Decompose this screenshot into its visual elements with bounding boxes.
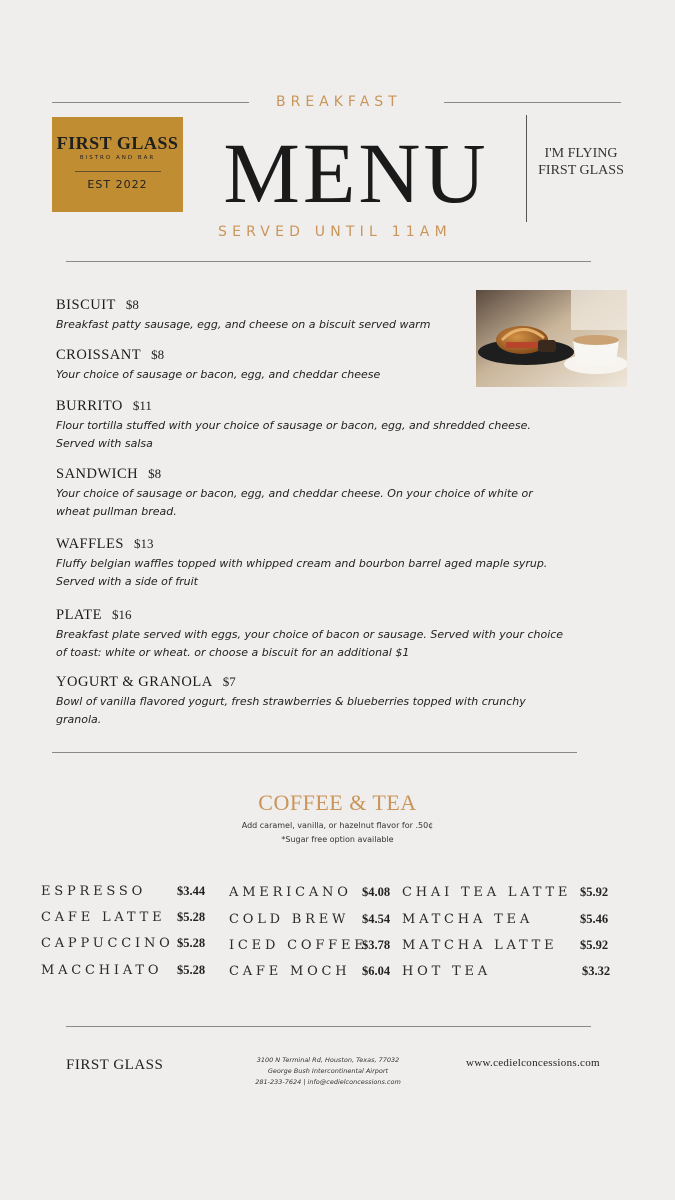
slogan: I'M FLYING FIRST GLASS: [538, 146, 624, 178]
footer-address: [232, 1055, 424, 1088]
item-name: SANDWICH: [56, 466, 139, 482]
drink-price: $5.28: [177, 936, 206, 950]
item-name: CROISSANT: [56, 347, 142, 363]
drink-price: $5.28: [177, 910, 206, 924]
drink-name: CHAI TEA LATTE: [402, 885, 572, 900]
drink-name: CAFE LATTE: [41, 910, 166, 925]
drink-name: MATCHA LATTE: [402, 938, 558, 953]
item-price: $8: [151, 347, 165, 362]
menu-title: MENU: [223, 125, 489, 221]
item-description: Breakfast plate served with eggs, your choice of bacon or sausage. Served with your choice of toast: white or wheat. or choose a biscuit for an additional $1: [56, 628, 564, 659]
item-price: $11: [132, 398, 152, 413]
menu-item-yogurt-granola: [56, 671, 566, 729]
coffee-bottom-rule: [66, 1026, 591, 1027]
coffee-note-flavors: Add caramel, vanilla, or hazelnut flavor for .50¢: [241, 821, 434, 830]
drink-name: HOT TEA: [402, 964, 491, 979]
drink-price: $5.92: [580, 885, 609, 899]
drink-price: $3.44: [177, 884, 206, 898]
drink-price: $3.78: [362, 938, 391, 952]
drink-price: $4.54: [362, 912, 391, 926]
header-bottom-rule: [66, 261, 591, 262]
menu-item-sandwich: [56, 463, 566, 521]
address-line: 3100 N Terminal Rd, Houston, Texas, 77032: [256, 1056, 400, 1064]
item-description: Your choice of sausage or bacon, egg, and cheddar cheese. On your choice of white or wheat pullman bread.: [56, 487, 533, 518]
item-name: BURRITO: [56, 398, 123, 414]
menu-item-burrito: [56, 395, 566, 453]
drink-name: MACCHIATO: [41, 963, 163, 978]
item-price: $8: [125, 297, 139, 312]
drink-price: $3.32: [582, 964, 611, 978]
item-description: Your choice of sausage or bacon, egg, and cheddar cheese: [56, 368, 381, 381]
item-name: BISCUIT: [56, 297, 116, 313]
drink-name: ICED COFFEE: [229, 938, 368, 953]
breakfast-photo: [476, 290, 627, 387]
footer-brand: FIRST GLASS: [66, 1057, 164, 1073]
logo-name: FIRST GLASS: [56, 133, 179, 153]
breakfast-kicker: BREAKFAST: [276, 94, 402, 110]
item-description: Flour tortilla stuffed with your choice of sausage or bacon, egg, and shredded cheese. Served with salsa: [56, 419, 531, 450]
item-price: $16: [112, 607, 132, 622]
coffee-tea-title: COFFEE & TEA: [258, 790, 417, 815]
drink-name: COLD BREW: [229, 912, 350, 927]
logo-est: EST 2022: [87, 178, 148, 191]
breakfast-bottom-rule: [52, 752, 577, 753]
drink-name: AMERICANO: [229, 885, 352, 900]
logo-divider: [75, 171, 161, 172]
drink-price: $5.92: [580, 938, 609, 952]
item-price: $13: [133, 536, 154, 551]
drink-price: $4.08: [362, 885, 391, 899]
item-name: YOGURT & GRANOLA: [56, 674, 213, 690]
item-name: WAFFLES: [56, 536, 124, 552]
item-name: PLATE: [56, 607, 102, 623]
header-rule-right: [444, 102, 621, 103]
served-until: SERVED UNTIL 11AM: [218, 224, 452, 240]
drink-name: ESPRESSO: [41, 884, 147, 899]
drink-price: $5.28: [177, 963, 206, 977]
drink-price: $5.46: [580, 912, 609, 926]
contact-line: 281-233-7624 | info@cedielconcessions.com: [255, 1078, 401, 1086]
item-description: Breakfast patty sausage, egg, and cheese on a biscuit served warm: [56, 318, 431, 331]
drink-name: MATCHA TEA: [402, 912, 534, 927]
menu-item-waffles: [56, 533, 566, 591]
website-link[interactable]: www.cedielconcessions.com: [466, 1057, 600, 1069]
drink-name: CAPPUCCINO: [41, 936, 174, 951]
item-price: $7: [222, 674, 236, 689]
item-description: Bowl of vanilla flavored yogurt, fresh strawberries & blueberries topped with crunchy granola.: [56, 695, 526, 726]
header-divider: [526, 115, 527, 222]
drink-price: $6.04: [362, 964, 391, 978]
header-rule-left: [52, 102, 249, 103]
first-glass-logo: [52, 117, 183, 212]
item-price: $8: [148, 466, 162, 481]
menu-item-plate: [56, 604, 566, 662]
logo-tagline: BISTRO AND BAR: [79, 155, 156, 161]
address-airport: George Bush Intercontinental Airport: [267, 1067, 389, 1075]
coffee-notes: [0, 819, 675, 847]
drink-name: CAFE MOCH: [229, 964, 351, 979]
coffee-note-sugar-free: *Sugar free option available: [281, 835, 394, 844]
item-description: Fluffy belgian waffles topped with whipped cream and bourbon barrel aged maple syrup. Served with a side of fruit: [56, 557, 548, 588]
